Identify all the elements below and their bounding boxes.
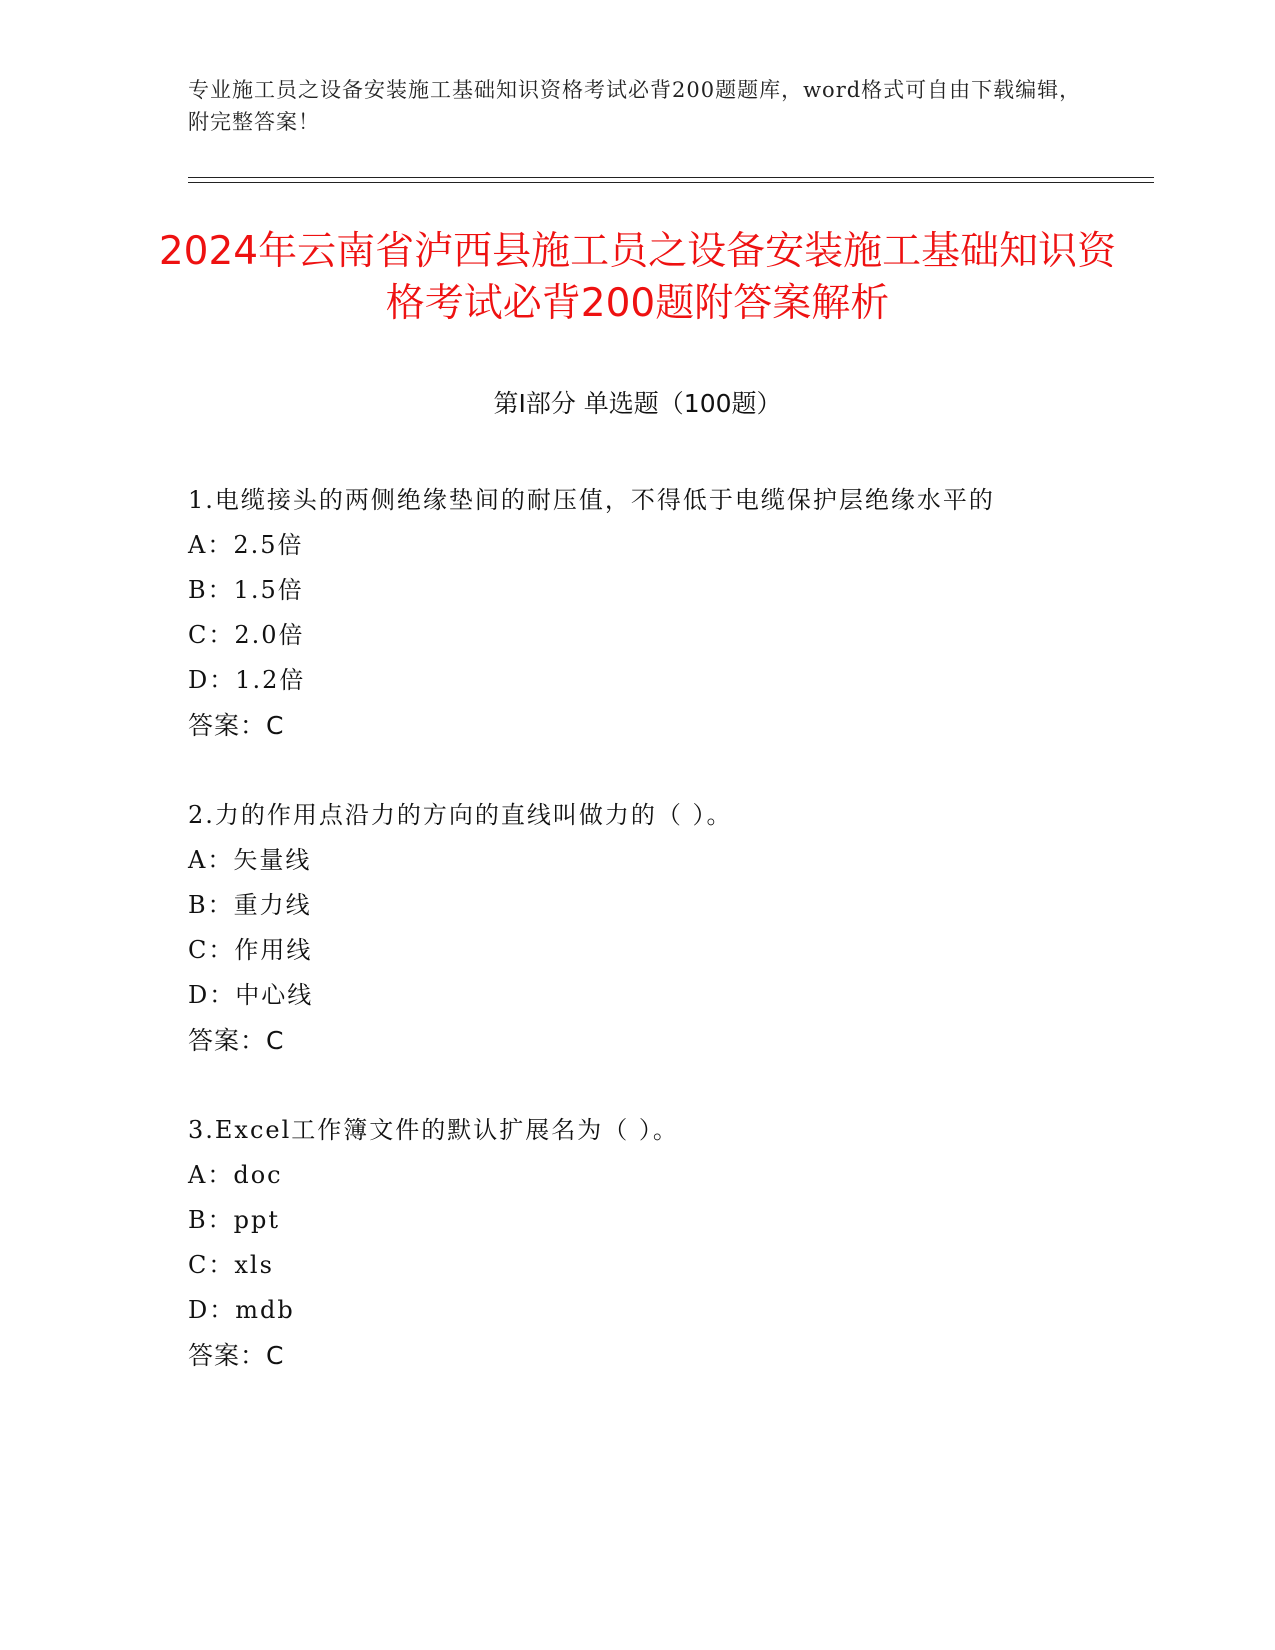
option-d: D：中心线: [188, 981, 314, 1009]
option-a: A：2.5倍: [188, 531, 304, 559]
document-title: 2024年云南省泸西县施工员之设备安装施工基础知识资格考试必背200题附答案解析: [158, 229, 1117, 326]
option-a: A：doc: [188, 1161, 283, 1189]
option-b: B：ppt: [188, 1206, 281, 1234]
option-a: A：矢量线: [188, 846, 312, 874]
question-list: [188, 478, 1088, 1423]
header-divider: [188, 177, 1154, 183]
option-b: B：1.5倍: [188, 576, 304, 604]
question-1: [188, 478, 1088, 749]
option-c: C：作用线: [188, 936, 313, 964]
option-d: D：1.2倍: [188, 666, 306, 694]
question-3: [188, 1108, 1088, 1379]
question-stem: 3.Excel工作簿文件的默认扩展名为（ ）。: [188, 1116, 679, 1144]
header-note: 专业施工员之设备安装施工基础知识资格考试必背200题题库，word格式可自由下载编辑，附完整答案！: [188, 78, 1082, 134]
section-title: 第Ⅰ部分 单选题（100题）: [493, 389, 782, 418]
question-stem: 2.力的作用点沿力的方向的直线叫做力的（ ）。: [188, 801, 733, 829]
answer: 答案：C: [188, 1026, 285, 1055]
option-b: B：重力线: [188, 891, 312, 919]
question-stem: 1.电缆接头的两侧绝缘垫间的耐压值，不得低于电缆保护层绝缘水平的: [188, 486, 995, 514]
question-2: [188, 793, 1088, 1064]
option-c: C：xls: [188, 1251, 274, 1279]
answer: 答案：C: [188, 1341, 285, 1370]
option-d: D：mdb: [188, 1296, 295, 1324]
answer: 答案：C: [188, 711, 285, 740]
option-c: C：2.0倍: [188, 621, 305, 649]
